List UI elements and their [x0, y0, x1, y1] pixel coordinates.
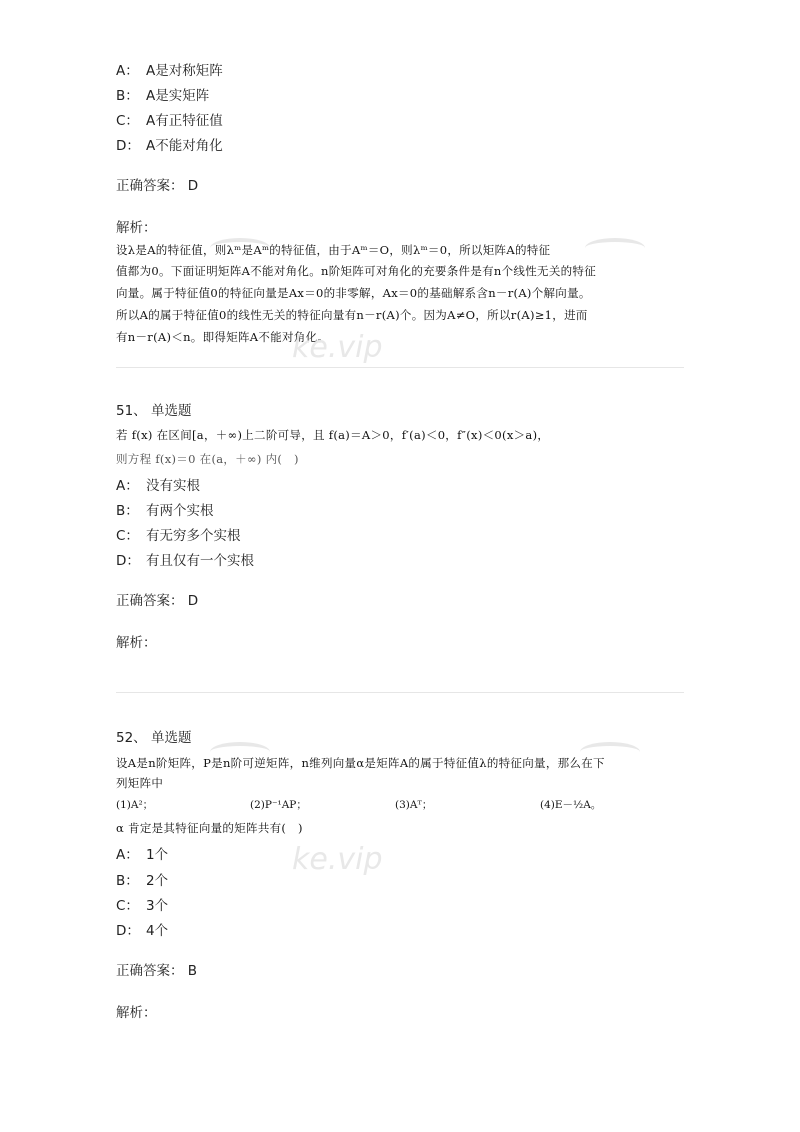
q50-analysis-line: 所以A的属于特征值0的线性无关的特征向量有n－r(A)个。因为A≠O，所以r(A)≥1，进而: [116, 308, 588, 322]
q52-correct-answer: 正确答案： B: [116, 963, 198, 979]
q51-analysis-label: 解析：: [116, 635, 157, 651]
q50-analysis-line: 设λ是A的特征值，则λᵐ是Aᵐ的特征值，由于Aᵐ＝O，则λᵐ＝0，所以矩阵A的特征: [116, 243, 551, 257]
divider: [116, 367, 684, 368]
q52-stem-line: 列矩阵中: [116, 776, 164, 790]
watermark-text: ke.vip: [292, 330, 383, 365]
q52-matrix-4: (4)E－½A。: [540, 799, 602, 811]
q52-option-d[interactable]: D： 4个: [116, 923, 169, 939]
q50-option-d[interactable]: D： A不能对角化: [116, 138, 223, 154]
q52-matrix-1: (1)A²；: [116, 799, 154, 811]
q50-analysis-label: 解析：: [116, 220, 157, 236]
q51-header: 51、 单选题: [116, 403, 192, 419]
q52-stem-line: 设A是n阶矩阵，P是n阶可逆矩阵，n维列向量α是矩阵A的属于特征值λ的特征向量，那么在下: [116, 756, 605, 770]
q51-stem-line: 若 f(x) 在区间[a，＋∞)上二阶可导，且 f(a)＝A＞0，f′(a)＜0，f″(x)＜0(x＞a)，: [116, 428, 550, 442]
q50-analysis-line: 向量。属于特征值0的特征向量是Ax＝0的非零解，Ax＝0的基础解系含n－r(A)个解向量。: [116, 286, 591, 300]
q50-option-a[interactable]: A： A是对称矩阵: [116, 63, 223, 79]
q50-option-b[interactable]: B： A是实矩阵: [116, 88, 210, 104]
q52-stem-tail: α 肯定是其特征向量的矩阵共有( ): [116, 821, 303, 835]
divider: [116, 692, 684, 693]
q51-correct-answer: 正确答案： D: [116, 593, 199, 609]
q52-option-c[interactable]: C： 3个: [116, 898, 169, 914]
q52-option-a[interactable]: A： 1个: [116, 847, 169, 863]
q50-analysis-line: 值都为0。下面证明矩阵A不能对角化。n阶矩阵可对角化的充要条件是有n个线性无关的特征: [116, 264, 597, 278]
watermark-arc: [585, 238, 645, 258]
q51-stem-line: 则方程 f(x)＝0 在(a，＋∞) 内( ): [116, 452, 299, 466]
q52-header: 52、 单选题: [116, 730, 192, 746]
q51-option-d[interactable]: D： 有且仅有一个实根: [116, 553, 254, 569]
q51-option-b[interactable]: B： 有两个实根: [116, 503, 214, 519]
q50-correct-answer: 正确答案： D: [116, 178, 199, 194]
watermark-text: ke.vip: [292, 842, 383, 877]
q50-analysis-line: 有n－r(A)＜n。即得矩阵A不能对角化。: [116, 330, 330, 344]
q52-analysis-label: 解析：: [116, 1005, 157, 1021]
q52-option-b[interactable]: B： 2个: [116, 873, 169, 889]
q52-matrix-2: (2)P⁻¹AP；: [250, 799, 307, 811]
q52-matrix-3: (3)Aᵀ；: [395, 799, 433, 811]
q51-option-a[interactable]: A： 没有实根: [116, 478, 200, 494]
q50-option-c[interactable]: C： A有正特征值: [116, 113, 223, 129]
q51-option-c[interactable]: C： 有无穷多个实根: [116, 528, 241, 544]
